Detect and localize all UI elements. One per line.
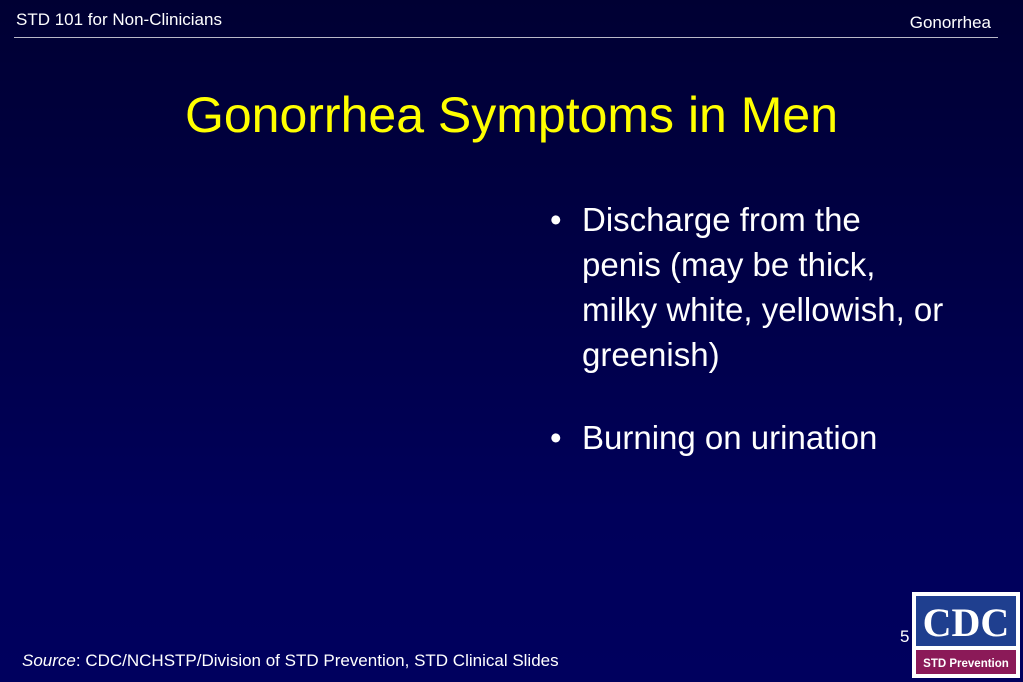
list-item (548, 197, 948, 377)
source-citation (22, 651, 559, 671)
slide-number: 5 (900, 627, 910, 646)
source-label: Source (22, 651, 76, 670)
slide-title: Gonorrhea Symptoms in Men (184, 87, 839, 143)
symptom-list (548, 197, 948, 498)
logo-wordmark: CDC (922, 600, 1010, 645)
bullet-text: Discharge from the penis (may be thick, milky white, yellowish, or greenish) (582, 201, 944, 373)
logo-subtitle: STD Prevention (923, 658, 1009, 670)
source-text: : CDC/NCHSTP/Division of STD Prevention, STD Clinical Slides (75, 651, 559, 670)
bullet-marker: • (550, 201, 562, 238)
cdc-logo (912, 592, 1020, 678)
header-divider (14, 37, 998, 38)
bullet-marker: • (550, 419, 562, 456)
topic-label: Gonorrhea (909, 13, 991, 32)
list-item (548, 415, 948, 460)
course-title: STD 101 for Non-Clinicians (16, 10, 222, 29)
bullet-text: Burning on urination (582, 419, 878, 456)
